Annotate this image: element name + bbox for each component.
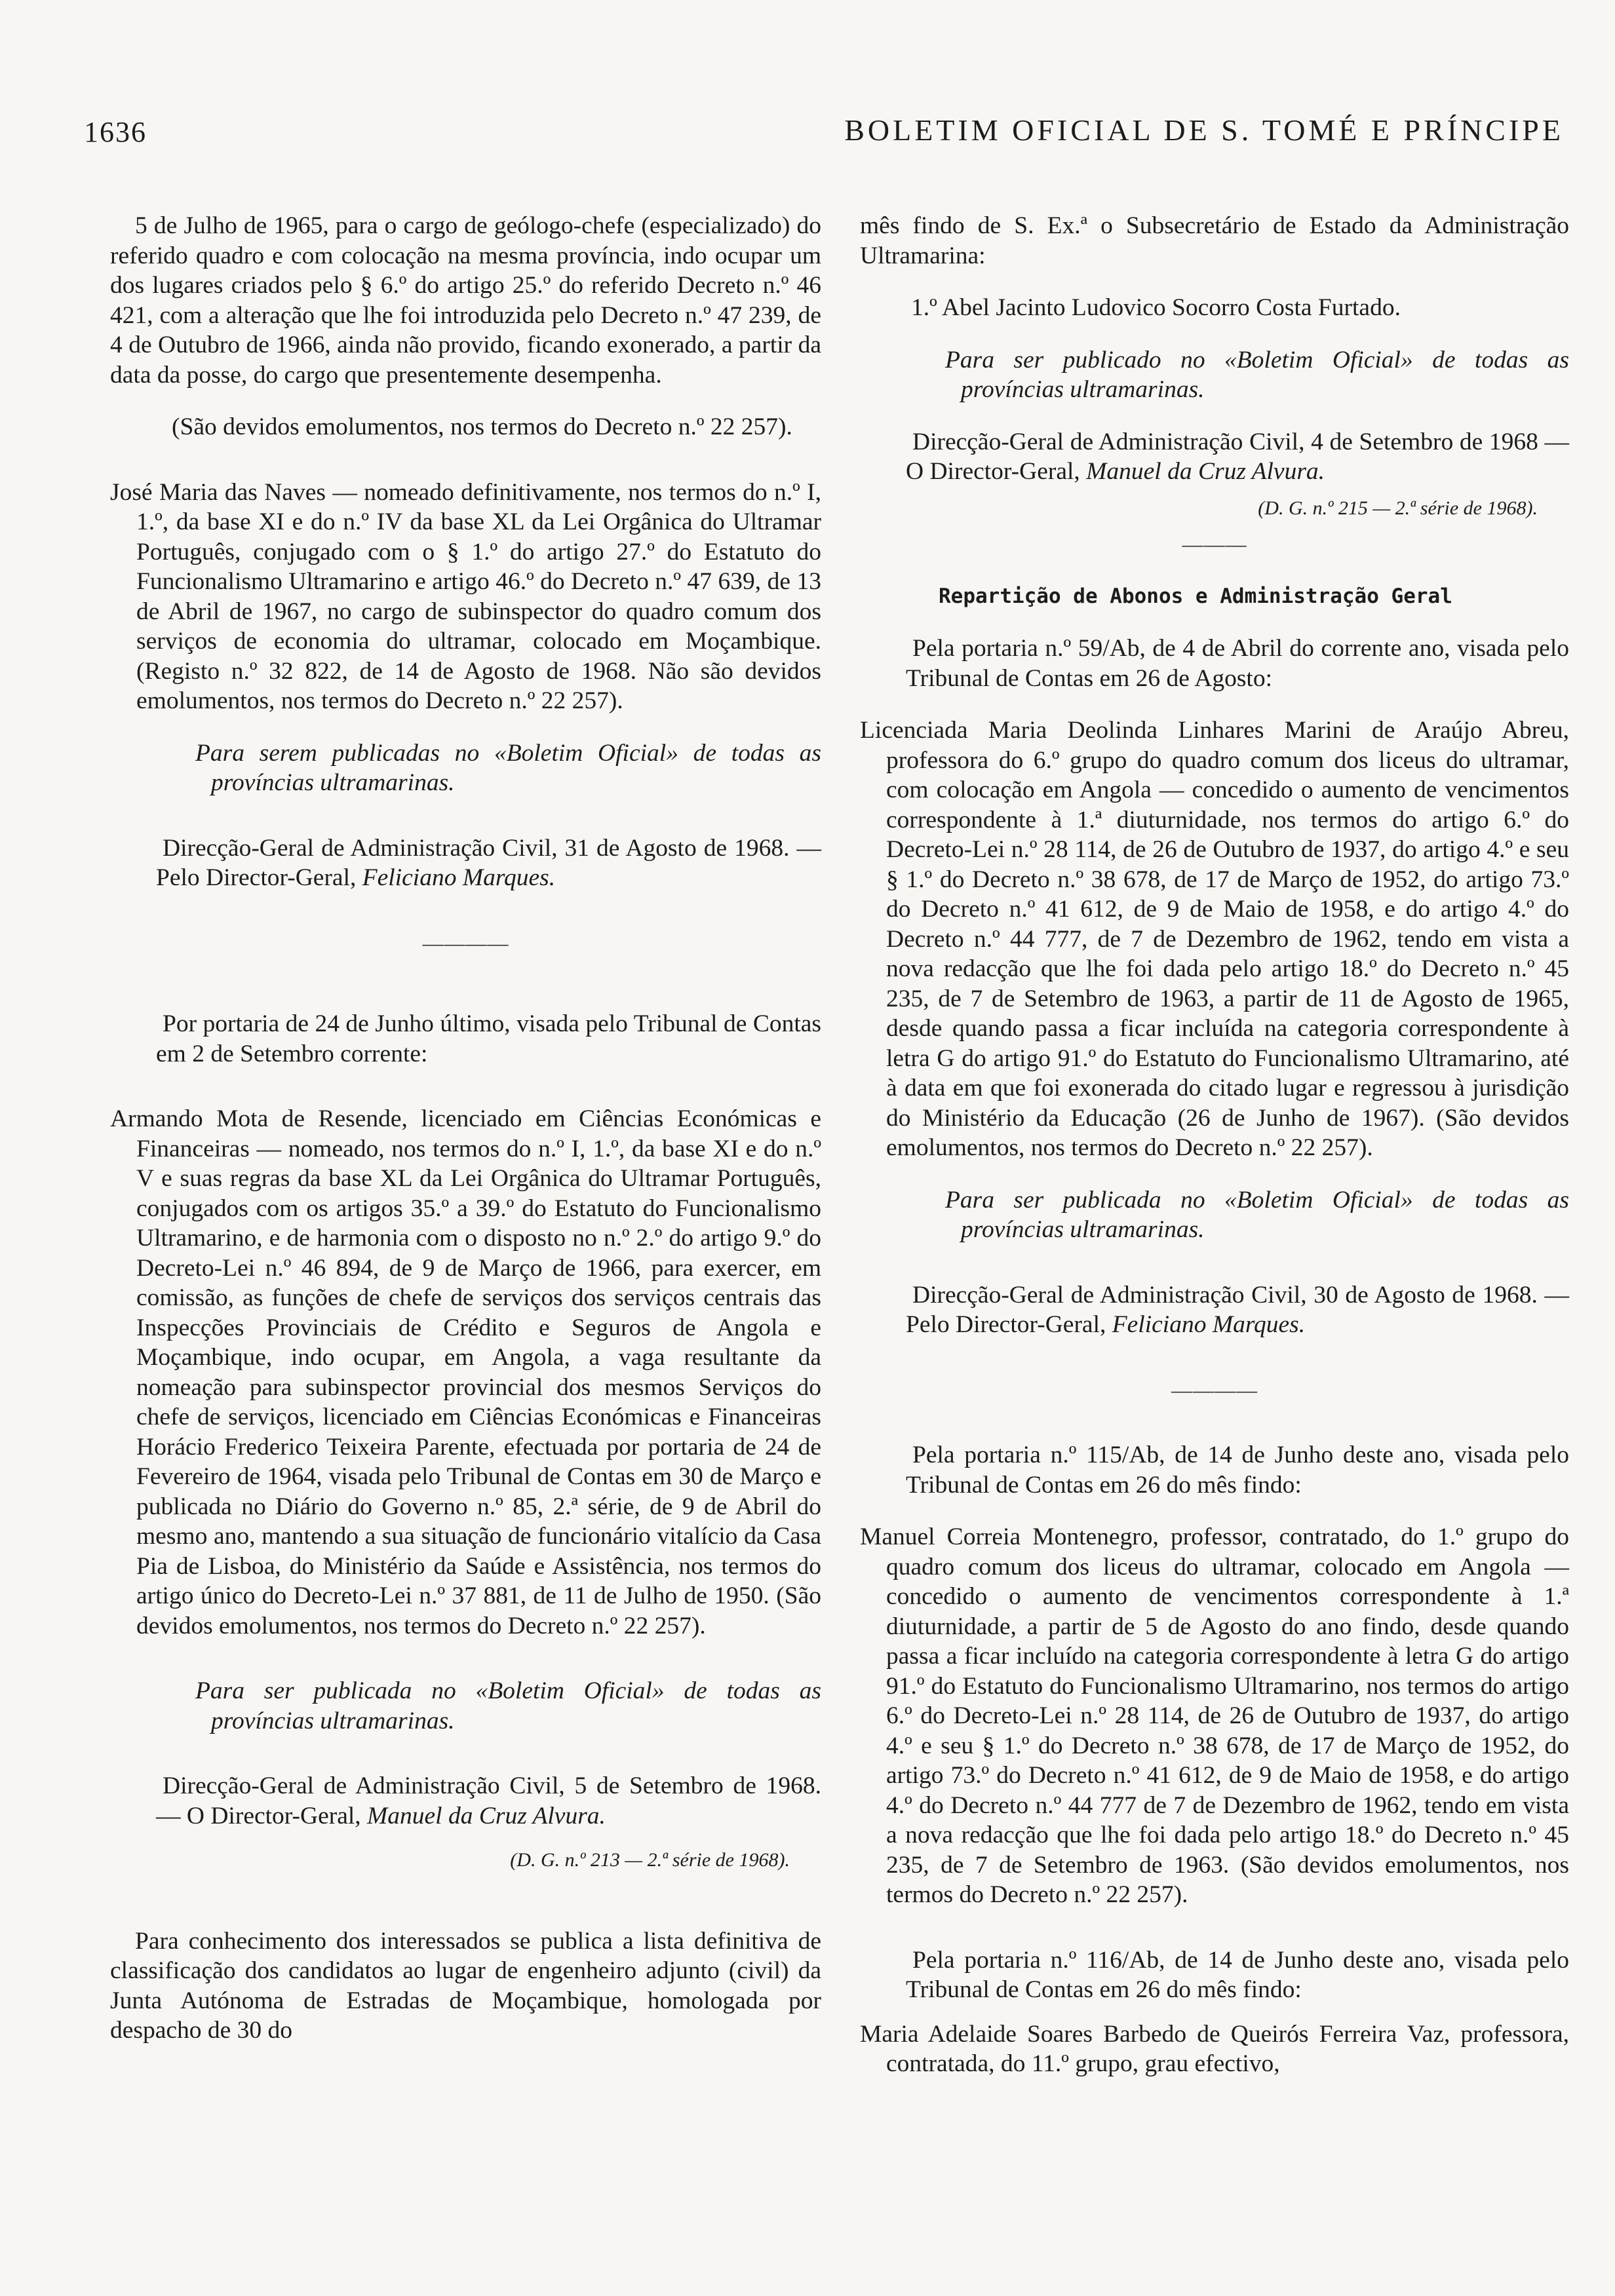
- signature-text: Direcção-Geral de Administração Civil, 31 de Agosto de 1968. — Pelo Director-Geral,: [156, 834, 821, 891]
- portaria-intro: Pela portaria n.º 116/Ab, de 14 de Junho deste ano, visada pelo Tribunal de Contas em 26 do mês findo:: [906, 1946, 1569, 2003]
- signatory-name: Feliciano Marques.: [362, 864, 556, 891]
- classification-item: 1.º Abel Jacinto Ludovico Socorro Costa Furtado.: [911, 294, 1401, 321]
- signature-block: [860, 1280, 1569, 1340]
- running-head: BOLETIM OFICIAL DE S. TOMÉ E PRÍNCIPE: [844, 113, 1564, 147]
- emolument-note: (São devidos emolumentos, nos termos do Decreto n.º 22 257).: [172, 413, 792, 440]
- right-column: [860, 211, 1569, 2079]
- section-heading: Repartição de Abonos e Administração Geral: [939, 584, 1452, 608]
- portaria-intro: Pela portaria n.º 115/Ab, de 14 de Junho deste ano, visada pelo Tribunal de Contas em 26 do mês findo:: [906, 1442, 1569, 1499]
- signature-block: [110, 833, 821, 893]
- publication-note: Para ser publicado no «Boletim Oficial» de todas as províncias ultramarinas.: [945, 346, 1569, 403]
- section-separator: ————: [1171, 1377, 1258, 1402]
- gazette-reference: (D. G. n.º 215 — 2.ª série de 1968).: [1258, 497, 1538, 519]
- section-separator: ————: [422, 930, 509, 955]
- gazette-reference: (D. G. n.º 213 — 2.ª série de 1968).: [510, 1849, 790, 1871]
- paragraph: 5 de Julho de 1965, para o cargo de geólogo-chefe (especializado) do referido quadro e com colocação na mesma província, indo ocupar um dos lugares criados pelo § 6.º do artigo 25.º do referido Decreto n.º 46 421, com a alteração que lhe foi introduzida pelo Decreto n.º 47 239, de 4 de Outubro de 1966, ainda não provido, ficando exonerado, a partir da data da posse, do cargo que presentemente desempenha.: [110, 212, 821, 389]
- signature-block: [860, 427, 1569, 487]
- left-column: [110, 211, 821, 2046]
- appointment-entry: Maria Adelaide Soares Barbedo de Queirós Ferreira Vaz, professora, contratada, do 11.º grupo, grau efectivo,: [860, 2020, 1569, 2077]
- appointment-entry: Manuel Correia Montenegro, professor, contratado, do 1.º grupo do quadro comum dos liceus do ultramar, colocado em Angola — concedido o aumento de vencimentos correspondente à 1.ª diuturnidade, a partir de 5 de Agosto do ano findo, desde quando passa a ficar incluído na categoria correspondente à letra G do artigo 91.º do Estatuto do Funcionalismo Ultramarino, nos termos do artigo 6.º do Decreto-Lei n.º 28 114, de 26 de Outubro de 1937, do artigo 4.º e seu § 1.º do Decreto n.º 38 678, de 17 de Março de 1952, do artigo 73.º do Decreto n.º 41 612, de 9 de Maio de 1958, e do artigo 4.º do Decreto n.º 44 777 de 7 de Dezembro de 1962, tendo em vista a nova redacção que lhe foi dada pelo artigo 18.º do Decreto n.º 45 235, de 7 de Setembro de 1963. (São devidos emolumentos, nos termos do Decreto n.º 22 257).: [860, 1523, 1569, 1908]
- page-number: 1636: [84, 116, 147, 148]
- signature-text: Direcção-Geral de Administração Civil, 4 de Setembro de 1968 — O Director-Geral,: [906, 428, 1569, 485]
- appointment-entry: Armando Mota de Resende, licenciado em Ciências Económicas e Financeiras — nomeado, nos termos do n.º I, 1.º, da base XI e do n.º V e suas regras da base XL da Lei Orgânica do Ultramar Português, conjugados com os artigos 35.º a 39.º do Estatuto do Funcionalismo Ultramarino, e de harmonia com o disposto no n.º 2.º do artigo 9.º do Decreto-Lei n.º 46 894, de 9 de Março de 1966, para exercer, em comissão, as funções de chefe de serviços dos serviços centrais das Inspecções Provinciais de Crédito e Seguros de Angola e Moçambique, indo ocupar, em Angola, a vaga resultante da nomeação para subinspector provincial dos mesmos Serviços do chefe de serviços, licenciado em Ciências Económicas e Financeiras Horácio Frederico Teixeira Parente, efectuada por portaria de 24 de Fevereiro de 1964, visada pelo Tribunal de Contas em 30 de Março e publicada no Diário do Governo n.º 85, 2.ª série, de 9 de Abril do mesmo ano, mantendo a sua situação de funcionário vitalício da Casa Pia de Lisboa, do Ministério da Saúde e Assistência, nos termos do artigo único do Decreto-Lei n.º 37 881, de 11 de Julho de 1950. (São devidos emolumentos, nos termos do Decreto n.º 22 257).: [110, 1105, 821, 1639]
- appointment-entry: Licenciada Maria Deolinda Linhares Marini de Araújo Abreu, professora do 6.º grupo do quadro comum dos liceus do ultramar, com colocação em Angola — concedido o aumento de vencimentos correspondente à 1.ª diuturnidade, nos termos do artigo 6.º do Decreto-Lei n.º 28 114, de 26 de Outubro de 1937, do artigo 4.º e seu § 1.º do Decreto n.º 38 678, de 17 de Março de 1952, do artigo 73.º do Decreto n.º 41 612, de 9 de Maio de 1958, e do artigo 4.º do Decreto n.º 44 777, de 7 de Dezembro de 1962, tendo em vista a nova redacção que lhe foi dada pelo artigo 18.º do Decreto n.º 45 235, de 7 de Setembro de 1963, a partir de 11 de Agosto de 1965, desde quando passa a ficar incluída na categoria correspondente à letra G do artigo 91.º do Estatuto do Funcionalismo Ultramarino, até à data em que foi exonerada do citado lugar e regressou à jurisdição do Ministério da Educação (26 de Junho de 1967). (São devidos emolumentos, nos termos do Decreto n.º 22 257).: [860, 717, 1569, 1161]
- signature-text: Direcção-Geral de Administração Civil, 30 de Agosto de 1968. — Pelo Director-Geral,: [906, 1281, 1569, 1338]
- publication-note: Para ser publicada no «Boletim Oficial» de todas as províncias ultramarinas.: [945, 1186, 1569, 1243]
- publication-note: Para serem publicadas no «Boletim Oficial» de todas as províncias ultramarinas.: [195, 739, 821, 796]
- signature-block: [110, 1771, 821, 1831]
- appointment-entry: José Maria das Naves — nomeado definitivamente, nos termos do n.º I, 1.º, da base XI e do n.º IV da base XL da Lei Orgânica do Ultramar Português, conjugado com o § 1.º do artigo 27.º do Estatuto do Funcionalismo Ultramarino e artigo 46.º do Decreto n.º 47 639, de 13 de Abril de 1967, no cargo de subinspector do quadro comum dos serviços de economia do ultramar, colocado em Moçambique. (Registo n.º 32 822, de 14 de Agosto de 1968. Não são devidos emolumentos, nos termos do Decreto n.º 22 257).: [110, 478, 821, 714]
- portaria-intro: Por portaria de 24 de Junho último, visada pelo Tribunal de Contas em 2 de Setembro corrente:: [156, 1010, 821, 1067]
- section-separator: ———: [1182, 532, 1247, 556]
- publication-note: Para ser publicada no «Boletim Oficial» de todas as províncias ultramarinas.: [195, 1677, 821, 1734]
- signature-text: Direcção-Geral de Administração Civil, 5 de Setembro de 1968. — O Director-Geral,: [156, 1772, 821, 1829]
- signatory-name: Manuel da Cruz Alvura.: [1086, 458, 1325, 485]
- signatory-name: Manuel da Cruz Alvura.: [367, 1802, 606, 1829]
- paragraph: mês findo de S. Ex.ª o Subsecretário de Estado da Administração Ultramarina:: [860, 212, 1569, 269]
- signatory-name: Feliciano Marques.: [1112, 1311, 1306, 1338]
- portaria-intro: Pela portaria n.º 59/Ab, de 4 de Abril do corrente ano, visada pelo Tribunal de Contas em 26 de Agosto:: [906, 635, 1569, 692]
- paragraph: Para conhecimento dos interessados se publica a lista definitiva de classificação dos candidatos ao lugar de engenheiro adjunto (civil) da Junta Autónoma de Estradas de Moçambique, homologada por despacho de 30 do: [110, 1927, 821, 2044]
